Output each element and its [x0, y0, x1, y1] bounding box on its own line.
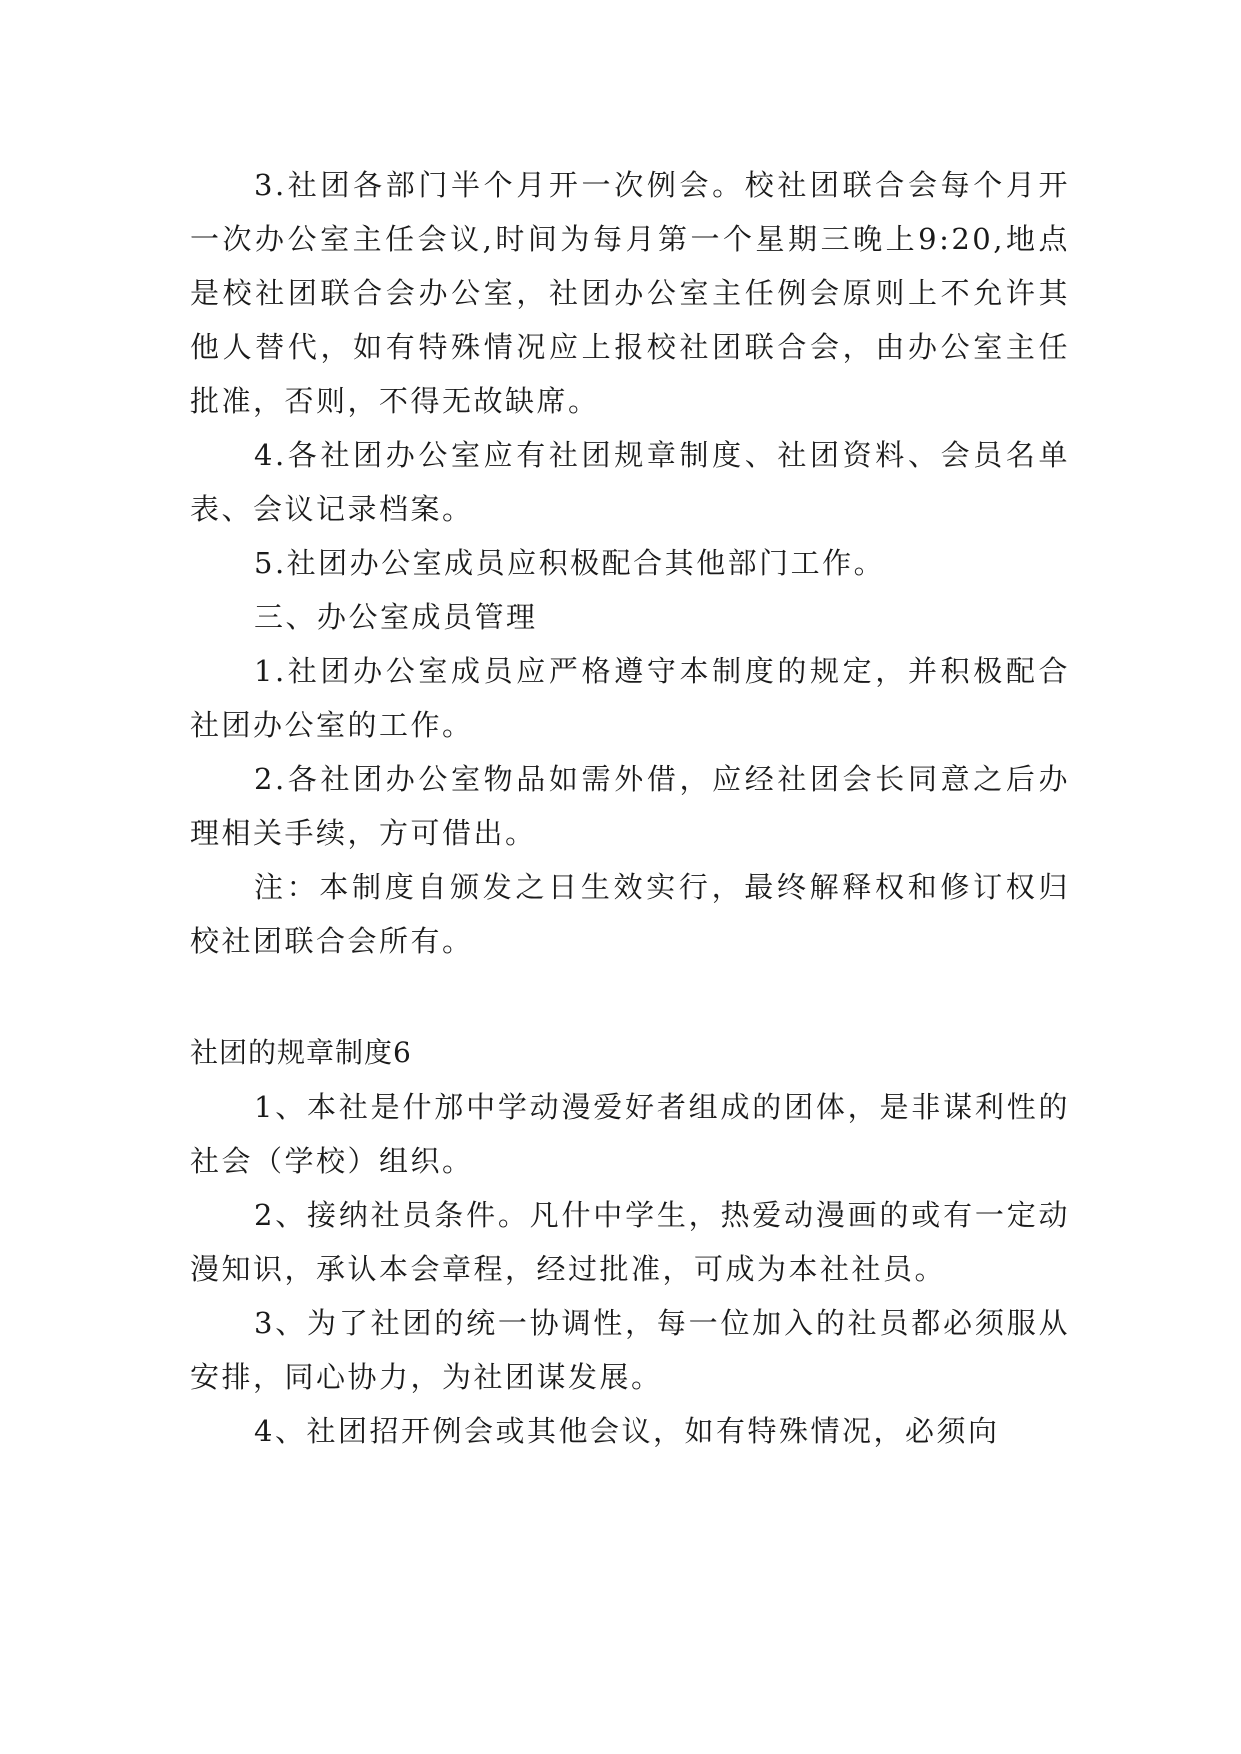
paragraph-membership-conditions: 2、接纳社员条件。凡什中学生，热爱动漫画的或有一定动漫知识，承认本会章程，经过批准，可成为本社社员。 [190, 1198, 1070, 1286]
paragraph-item-lending: 2.各社团办公室物品如需外借，应经社团会长同意之后办理相关手续，方可借出。 [190, 762, 1070, 850]
paragraph-coordination: 3、为了社团的统一协调性，每一位加入的社员都必须服从安排，同心协力，为社团谋发展。 [190, 1306, 1070, 1394]
paragraph-meetings: 4、社团招开例会或其他会议，如有特殊情况，必须向 [254, 1414, 1000, 1448]
paragraph-member-rules: 1.社团办公室成员应严格遵守本制度的规定，并积极配合社团办公室的工作。 [190, 654, 1070, 742]
paragraph-weekly-meeting: 3.社团各部门半个月开一次例会。校社团联合会每个月开一次办公室主任会议,时间为每月第一个星期三晚上9:20,地点是校社团联合会办公室，社团办公室主任例会原则上不允许其他人替代，如有特殊情况应上报校社团联合会，由办公室主任批准，否则，不得无故缺席。 [190, 168, 1070, 418]
paragraph-cooperation: 5.社团办公室成员应积极配合其他部门工作。 [254, 546, 886, 580]
paragraph-note: 注：本制度自颁发之日生效实行，最终解释权和修订权归校社团联合会所有。 [190, 870, 1070, 958]
document-body [190, 158, 1070, 1458]
section-spacer [190, 968, 1070, 1026]
paragraph-club-nature: 1、本社是什邡中学动漫爱好者组成的团体，是非谋利性的社会（学校）组织。 [190, 1090, 1070, 1178]
paragraph-office-records: 4.各社团办公室应有社团规章制度、社团资料、会员名单表、会议记录档案。 [190, 438, 1070, 526]
section-heading-member-management: 三、办公室成员管理 [254, 600, 538, 634]
section-title: 社团的规章制度6 [190, 1036, 412, 1069]
